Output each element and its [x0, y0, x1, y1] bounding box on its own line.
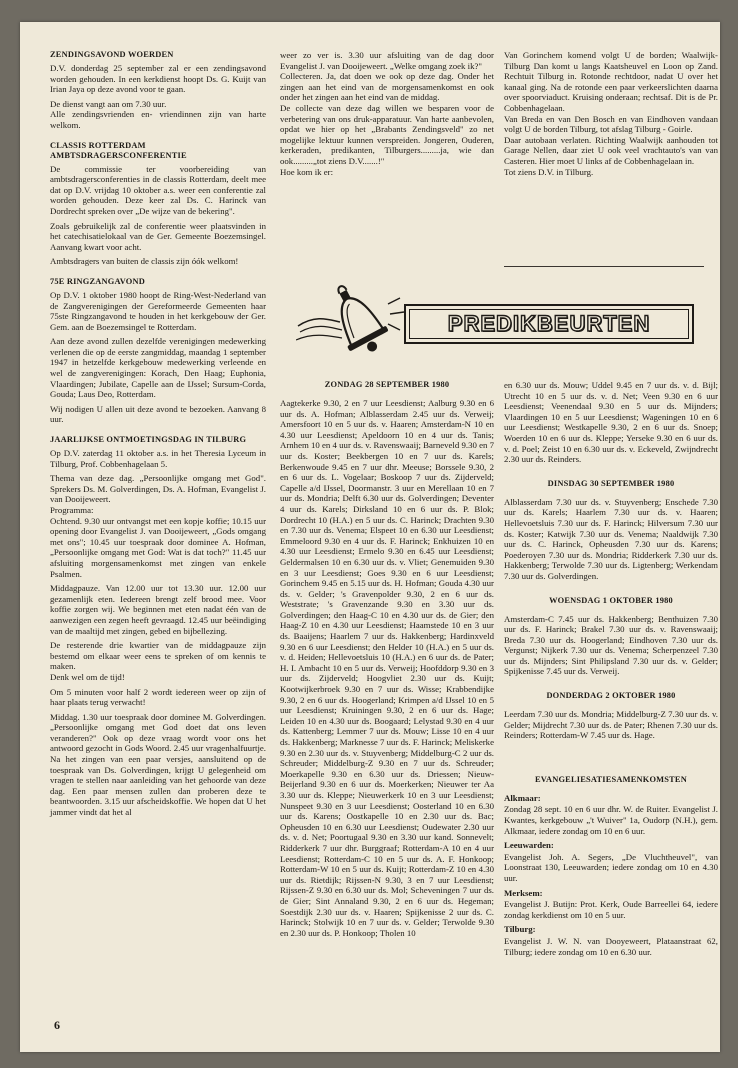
paragraph: De dienst vangt aan om 7.30 uur. — [50, 98, 167, 109]
paragraph: Daar autobaan verlaten. Richting Waalwijk aanhouden tot Garage Nellen, daar ziet U ook veel vrachtauto's van van Casteren. Hier moet U links af de Cobbenhagelaan in. — [504, 134, 718, 166]
paragraph: Evangelist J. Butijn: Prot. Kerk, Oude Barreellei 64, iedere zondag kerkdienst om 10 en 5 uur. — [504, 899, 718, 920]
column-middle-top — [280, 50, 494, 181]
banner-frame — [404, 304, 694, 344]
paragraph: Collecteren. Ja, dat doen we ook op deze dag. Onder het zingen aan het eind van de morgensamenkomst en ook onder het zingen aan het eind van de middag. — [280, 71, 494, 103]
paragraph: Hoe kom ik er: — [280, 166, 334, 177]
paragraph: De resterende drie kwartier van de middagpauze zijn bestemd om elkaar weer eens te spreken of om kennis te maken. — [50, 640, 266, 672]
column-right-bottom — [504, 380, 718, 961]
banner-title: PREDIKBEURTEN — [447, 311, 651, 336]
section-title-ontmoetingsdag: JAARLIJKSE ONTMOETINGSDAG IN TILBURG — [50, 435, 247, 445]
column-middle-bottom — [280, 380, 494, 942]
paragraph: De commissie ter voorbereiding van ambtsdragersconferenties in de classis Rotterdam, deelt mee dat op D.V. vrijdag 10 oktober a.s. weer een conferentie zal worden gehouden. Deze keer zal Ds. C. Harinck van Dordrecht spreken over „De wijze van de bekering". — [50, 163, 266, 216]
paragraph: Evangelist J. W. N. van Dooyeweert, Plataanstraat 62, Tilburg; iedere zondag om 10 en 6.30 uur. — [504, 935, 718, 957]
paragraph: Thema van deze dag. „Persoonlijke omgang met God". Sprekers Ds. M. Golverdingen, Ds. A. Hofman, Evangelist J. van Dooijeweert. — [50, 473, 266, 505]
heading-dinsdag: DINSDAG 30 SEPTEMBER 1980 — [547, 478, 675, 488]
place-name: Alkmaar: — [504, 792, 541, 803]
paragraph: Om 5 minuten voor half 2 wordt iedereen weer op zijn of haar plaats terug verwacht! — [50, 686, 266, 708]
heading-evangelisatie: EVANGELIESATIESAMENKOMSTEN — [535, 774, 687, 784]
paragraph: Op D.V. 1 oktober 1980 hoopt de Ring-West-Nederland van de Zangverenigingen der Gereformeerde Gemeenten haar 75ste Ringzangavond te houden in het kerkgebouw der Ger. Gem. aan de Boezemsingel te Rotterdam. — [50, 289, 266, 332]
section-title-zendingsavond: ZENDINGSAVOND WOERDEN — [50, 50, 174, 59]
paragraph: Op D.V. zaterdag 11 oktober a.s. in het Theresia Lyceum in Tilburg, Prof. Cobbenhagelaan 5. — [50, 448, 266, 469]
place-name: Merksem: — [504, 887, 543, 898]
column-right-top — [504, 50, 718, 181]
paragraph: Wij nodigen U allen uit deze avond te bezoeken. Aanvang 8 uur. — [50, 403, 266, 425]
schedule-text: Alblasserdam 7.30 uur ds. v. Stuyvenberg; Enschede 7.30 uur ds. Karels; Haarlem 7.30 uur ds. v. Haaren; Hellevoetsluis 7.30 uur ds. F. Harinck; Hilversum 7.30 uur ds. Koster; Katwijk 7.30 uur ds. Venema; Naaldwijk 7.30 uur ds. C. Harinck, Opheusden 7.30 uur ds. Karens; Poederoyen 7.30 uur ds. Mondria; Ridderkerk 7.30 uur ds. Hakkenberg; Terwolde 7.30 uur ds. Ligtenberg; Werkendam 7.30 uur ds. Golverdingen. — [504, 496, 718, 581]
bell-icon — [296, 274, 406, 366]
newspaper-page — [20, 22, 720, 1052]
paragraph: Ambtsdragers van buiten de classis zijn óók welkom! — [50, 256, 239, 267]
paragraph: Denk wel om de tijd! — [50, 671, 125, 682]
paragraph: Alle zendingsvrienden en- vriendinnen zijn van harte welkom. — [50, 109, 266, 130]
paragraph: Zoals gebruikelijk zal de conferentie weer plaatsvinden in het catechisatielokaal van de Ger. Gemeente Boezemsingel. Aanvang kwart voor acht. — [50, 220, 266, 252]
paragraph: De collecte van deze dag willen we besparen voor de verbetering van ons druk-apparatuur. Van harte aanbevolen, opdat we hier op het „Brabants Zendingsveld" zo net mogelijke lektuur kunnen verspreiden. Jongeren, Ouderen, kerkeraden, predikanten, Tilburgers.........ja, wie dan ook.........„tot ziens D.V.......!" — [280, 102, 494, 166]
paragraph: Middagpauze. Van 12.00 uur tot 13.30 uur. 12.00 uur gezamenlijk eten. Iedereen brengt zelf brood mee. Voor koffie zorgen wij. We beginnen met eten nadat één van de aanwezigen een zegen heeft gevraagd. 12.45 uur beëindiging van de maaltijd met zingen, gebed en bijbellezing. — [50, 583, 266, 636]
predikbeurten-banner — [286, 274, 706, 366]
schedule-text: Aagtekerke 9.30, 2 en 7 uur Leesdienst; Aalburg 9.30 en 6 uur ds. A. Hofman; Alblasserdam 2.45 uur ds. Verweij; Amersfoort 10 en 5 uur ds. v. Haaren; Amsterdam-N 10 en 4.30 uur Leesdienst; Apeldoorn 10 en 4 uur ds. Tanis; Arnhem 10 en 4 uur ds. v. Ravenswaaij; Barneveld 9.30 en 7 uur ds. Koster; Beekbergen 10 en 7 uur ds. Karels; Berkenwoude 9.45 en 7 uur dhr. Meeuse; Borssele 9.30, 2 en 6 uur ds. L. Vogelaar; Boskoop 7 uur ds. Zijderveld; Capelle a/d IJssel, Doormanstr. 3 uur en Merellaan 10 en 7 uur ds. Mondria; Delft 6.30 uur ds. Golverdingen; Deventer 4 uur ds. Karels; Dirksland 10 en 6 uur ds. P. Blok; Dordrecht 10 (H.A.) en 5 uur ds. C. Harinck; Drachten 9.30 en 7.30 uur ds. Venema; Elspeet 10 en 6.30 uur Leesdienst; Emmeloord 9.30 en 4 uur ds. F. Harinck; Enkhuizen 10 en 4.30 uur Leesdienst; Ermelo 9.30 en 6.45 uur Leesdienst; Geldermalsen 10 en 6.30 uur ds. v. Vliet; Genemuiden 9.30 en 3 uur Leesdienst; Goes 9.30 en 6 uur Leesdienst; Gorinchem 9.45 en 5.15 uur ds. H. Hofman; Gouda 4.30 uur ds. v. Gelder; 's Gravenpolder 9.30, 2 en 6 uur ds. Weststrate; 's Gravenzande 9.30 en 3.30 uur ds. Golverdingen; den Haag-C 10 en 4.30 uur ds. de Gier; den Haag-Z 10 en 4.30 uur Leesdienst; Haamstede 10 en 3 uur ds. Baaijens; Haarlem 7 uur ds. Hakkenberg; Hardinxveld 9.30 en 6 uur Leesdienst; den Helder 10 (H.A.) en 5 uur ds. v. d. Heiden; Hellevoetsluis 10 (H.A.) en 6 uur ds. de Pater; H. I. Ambacht 10 en 5 uur ds. Verweij; Hoofddorp 9.30 en 3 uur ds. Zijderveld; Hoogvliet 2.30 uur ds. Kuijt; Kootwijkerbroek 9.30 en 7 uur ds. Wisse; Krabbendijke 9.30, 2 en 6 uur ds. Hoogerland; Krimpen a/d IJssel 10 en 5 uur Leesdienst; Kruiningen 9.30, 2 en 6 uur ds. Hage; Leiden 10 en 4.30 uur ds. Boogaard; Lelystad 9.30 en 4 uur ds. Kattenberg; Lemmer 7 uur ds. Mouw; Lisse 10 en 4 uur ds. Hakkenberg; Marknesse 7 uur ds. F. Harinck; Meliskerke 9.30 en 2.30 uur ds. v. Stuyvenberg; Middelburg-C 2 uur ds. Schreuder; Middelburg-Z 9.30 en 7 uur ds. Schreuder; Moerkapelle 9.30 en 6.30 uur ds. Driessen; Nieuw-Beijerland 9.30 en 6 uur ds. Moerkerken; Nieuwer ter Aa 3.30 uur ds. Kleppe; Nieuwerkerk 10 en 3 uur Leesdienst; Nunspeet 9.30 en 3 uur Leesdienst; Oosterland 10 en 6.30 uur ds. Karens; Oostkapelle 10 en 2.30 uur ds. Bac; Opheusden 10 en 6.30 uur Leesdienst; Oudewater 2.30 uur ds. v. d. Net; Poortugaal 9.30 en 3.30 uur kand. Sonnevelt; Ridderkerk 7 uur dhr. Burggraaf; Rotterdam-A 10 en 4 uur Leesdienst; Rotterdam-C 10 en 5 uur ds. A. F. Honkoop; Rotterdam-W 10 en 5 uur ds. Kuijt; Rotterdam-Z 10 en 4.30 uur ds. Rietdijk; Rijssen-N 9.30, 3 en 7 uur Leesdienst; Rijssen-Z 9.30 en 6.30 uur ds. Mol; Scheveningen 7 uur ds. de Gier; Sint Annaland 9.30, 2 en 6 uur ds. Hegeman; Soestdijk 2.30 uur ds. v. Haaren; Spijkenisse 2 uur ds. C. Harinck; Stolwijk 10 en 7 uur ds. v. Gelder; Terwolde 9.30 en 2.30 uur ds. P. Honkoop; Tholen 10 — [280, 398, 494, 938]
paragraph: Aan deze avond zullen dezelfde verenigingen medewerking verlenen die op de eerste zangmiddag, maandag 1 september 1947 in hetzelfde kerkgebouw medewerking verleende en wel de zangverenigingen: Korach, Den Haag; Euphonia, Vlaardingen; Jubilate, Capelle aan de IJssel; Sursum-Corda, Gouda; Laus Deo, Rotterdam. — [50, 336, 266, 400]
schedule-text: Leerdam 7.30 uur ds. Mondria; Middelburg-Z 7.30 uur ds. v. Gelder; Mijdrecht 7.30 uur ds. de Pater; Rhenen 7.30 uur ds. Reinders; Rotterdam-W 7.45 uur ds. Hage. — [504, 709, 718, 741]
place-name: Tilburg: — [504, 924, 536, 935]
paragraph: Programma: — [50, 505, 94, 515]
paragraph: Tot ziens D.V. in Tilburg. — [504, 166, 594, 177]
paragraph: Ochtend. 9.30 uur ontvangst met een kopje koffie; 10.15 uur opening door Evangelist J. van Dooijeweert, „Gods omgang met ons"; 10.45 uur toespraak door dominee A. Hofman, „Persoonlijke omgang met God: Wat is dat toch?" 11.45 uur afsluiting morgensamenkomst met zingen van enkele Psalmen. — [50, 515, 266, 579]
heading-donderdag: DONDERDAG 2 OKTOBER 1980 — [546, 691, 676, 701]
paragraph: Van Gorinchem komend volgt U de borden; Waalwijk-Tilburg Dan komt u langs Kaatsheuvel en Loon op Zand. Rechtuit Tilburg in. Rotonde rechtdoor, nadat U over het kanaal ging. Na de rotonde een paar verkeerslichten daarna over spoorviaduct. Kruising onderaan; rechtsaf. Dit is de Pr. Cobbenhagelaan. — [504, 50, 718, 113]
paragraph: Van Breda en van Den Bosch en van Eindhoven vandaan volgt U de borden Tilburg, tot afslag Tilburg - Goirle. — [504, 113, 718, 135]
paragraph: Evangelist Joh. A. Segers, „De Vluchtheuvel", van Loonstraat 130, Leeuwarden; iedere zondag om 10 en 4.30 uur. — [504, 851, 718, 883]
divider — [504, 266, 704, 267]
section-title-ringzangavond: 75E RINGZANGAVOND — [50, 276, 145, 286]
place-name: Leeuwarden: — [504, 840, 554, 851]
paragraph: Middag. 1.30 uur toespraak door dominee M. Golverdingen. „Persoonlijke omgang met God doet dat ons leven veranderen?" Ook op deze vraag wordt voor ons het antwoord gezocht in Gods Woord. 2.45 uur vragenhalfuurtje. Na het zingen van een paar versjes, aansluitend op de toespraak van Ds. Golverdingen, krijgt U gelegenheid om vragen te stellen naar aanleiding van het gehoorde van deze dag. Een paar mensen zullen dan proberen deze te beantwoorden. 3.15 uur afscheidskoffie. We hopen dat U het jammer vindt dat het al — [50, 711, 266, 818]
page-number: 6 — [54, 1018, 60, 1032]
column-left — [50, 50, 266, 822]
heading-woensdag: WOENSDAG 1 OKTOBER 1980 — [549, 595, 673, 605]
heading-zondag: ZONDAG 28 SEPTEMBER 1980 — [324, 380, 450, 389]
paragraph: Zondag 28 sept. 10 en 6 uur dhr. W. de Ruiter. Evangelist J. Kwantes, kerkgebouw „'t Wuiver" 1a, Oudorp (N.H.), gem. Alkmaar, iedere zondag om 10 en 6 uur. — [504, 804, 718, 836]
paragraph: weer zo ver is. 3.30 uur afsluiting van de dag door Evangelist J. van Dooijeweert. „Welke omgang zoek ik?" — [280, 50, 494, 71]
schedule-text: en 6.30 uur ds. Mouw; Uddel 9.45 en 7 uur ds. v. d. Bijl; Utrecht 10 en 5 uur ds. v. d. Net; Veen 9.30 en 6 uur Leesdienst; Veenendaal 9.30 en 5 uur ds. Mijnders; Vlaardingen 10 en 5 uur Leesdienst; Wageningen 10 en 6 uur Leesdienst; Westkapelle 9.30, 2 en 6 uur ds. Snoep; Woerden 10 en 6 uur ds. Kleppe; Yerseke 9.30 en 6 uur ds. v. d. Poel; Zeist 10 en 6.30 uur ds. v. Eckeveld, Zwijndrecht 2.30 uur ds. Reinders. — [504, 380, 718, 465]
schedule-text: Amsterdam-C 7.45 uur ds. Hakkenberg; Benthuizen 7.30 uur ds. F. Harinck; Brakel 7.30 uur ds. v. Ravenswaaij; Breda 7.30 uur ds. Hoogerland; Eindhoven 7.30 uur ds. Vergunst; Nijkerk 7.30 uur ds. Venema; Scherpenzeel 7.30 uur ds. Mijnders; Sint Philipsland 7.30 uur ds. v. Gelder; Spijkenisse 7.45 uur ds. Verweij. — [504, 613, 718, 677]
section-title-classis-rotterdam: CLASSIS ROTTERDAM AMBTSDRAGERSCONFERENTIE — [50, 140, 187, 160]
paragraph: D.V. donderdag 25 september zal er een zendingsavond worden gehouden. In een kerkdienst hoopt Ds. G. Kuijt van Irian Jaya op deze avond voor te gaan. — [50, 63, 266, 95]
